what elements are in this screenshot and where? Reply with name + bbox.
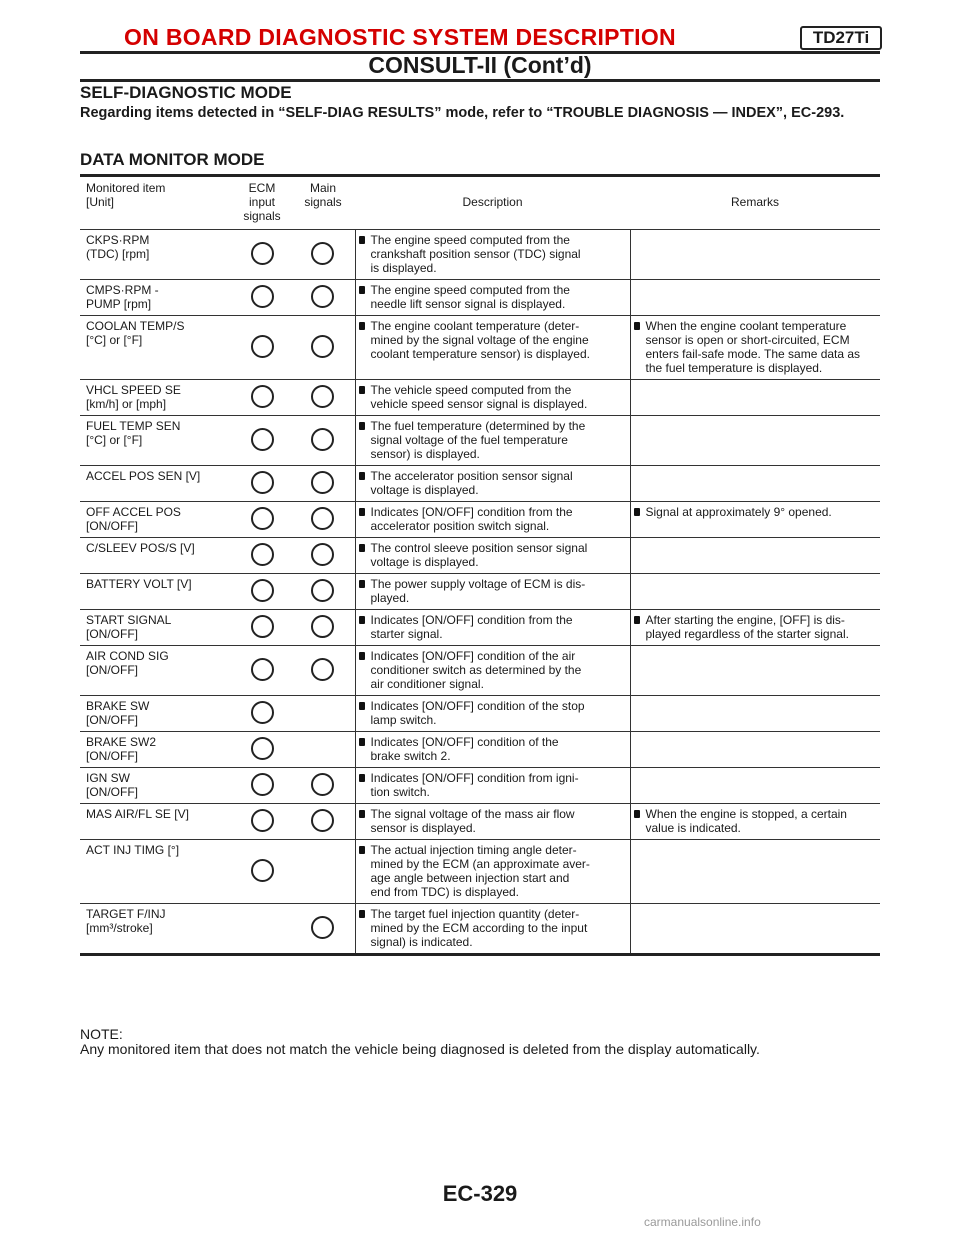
description-cell (355, 280, 630, 316)
bullet-icon (359, 508, 365, 516)
remarks-cell (630, 904, 880, 955)
ecm-signal-cell (233, 538, 291, 574)
circle-mark-icon (251, 428, 274, 451)
circle-mark-icon (251, 471, 274, 494)
bullet-item (359, 613, 627, 641)
col-header-main (291, 176, 355, 230)
page-number: EC-329 (442, 1181, 518, 1206)
table-row (80, 380, 880, 416)
bullet-line: accelerator position switch signal. (370, 519, 550, 533)
bullet-icon (359, 386, 365, 394)
monitored-item-cell (80, 466, 233, 502)
bullet-item (359, 469, 627, 497)
page-subtitle: CONSULT-II (Cont’d) (368, 52, 592, 78)
ecm-signal-cell (233, 466, 291, 502)
bullet-line: The fuel temperature (determined by the (370, 419, 586, 433)
remarks-cell (630, 768, 880, 804)
note-block (80, 1027, 900, 1057)
remarks-cell (630, 646, 880, 696)
ecm-signal-cell (233, 502, 291, 538)
ecm-signal-cell (233, 696, 291, 732)
bullet-line: air conditioner signal. (370, 677, 484, 691)
watermark: carmanualsonline.info (644, 1215, 761, 1229)
circle-mark-icon (311, 773, 334, 796)
remarks-cell (630, 280, 880, 316)
table-row (80, 768, 880, 804)
remarks-cell (630, 610, 880, 646)
bullet-line: mined by the ECM according to the input (370, 921, 588, 935)
bullet-line: Indicates [ON/OFF] condition of the air (370, 649, 576, 663)
bullet-line: When the engine is stopped, a certain (645, 807, 847, 821)
bullet-item (359, 771, 627, 799)
col-header-line: signals (304, 195, 342, 209)
bullet-line: The actual injection timing angle deter- (370, 843, 577, 857)
bullet-item (634, 505, 878, 519)
circle-mark-icon (311, 507, 334, 530)
ecm-signal-cell (233, 380, 291, 416)
monitored-item-line: [ON/OFF] (86, 663, 138, 677)
main-signal-cell (291, 538, 355, 574)
bullet-item (359, 383, 627, 411)
bullet-line: signal voltage of the fuel temperature (370, 433, 568, 447)
monitored-item-cell (80, 840, 233, 904)
bullet-line: crankshaft position sensor (TDC) signal (370, 247, 581, 261)
remarks-cell (630, 466, 880, 502)
monitored-item-line: [km/h] or [mph] (86, 397, 167, 411)
col-header-remarks: Remarks (730, 195, 779, 209)
circle-mark-icon (311, 916, 334, 939)
circle-mark-icon (251, 543, 274, 566)
data-monitor-heading: DATA MONITOR MODE (80, 150, 265, 169)
bullet-icon (359, 322, 365, 330)
table-row (80, 280, 880, 316)
bullet-icon (359, 846, 365, 854)
monitored-item-line: ACCEL POS SEN [V] (86, 469, 201, 483)
main-signal-cell (291, 732, 355, 768)
bullet-line: enters fail-safe mode. The same data as (645, 347, 861, 361)
circle-mark-icon (311, 242, 334, 265)
main-signal-cell (291, 280, 355, 316)
remarks-cell (630, 230, 880, 280)
monitored-item-line: VHCL SPEED SE (86, 383, 181, 397)
col-header-ecm (233, 176, 291, 230)
main-signal-cell (291, 904, 355, 955)
bullet-line: tion switch. (370, 785, 430, 799)
circle-mark-icon (311, 385, 334, 408)
bullet-item (359, 233, 627, 275)
bullet-line: sensor) is displayed. (370, 447, 480, 461)
bullet-item (359, 907, 627, 949)
header-rule-bottom (80, 79, 880, 82)
table-row (80, 696, 880, 732)
circle-mark-icon (311, 471, 334, 494)
description-cell (355, 646, 630, 696)
main-signal-cell (291, 230, 355, 280)
bullet-icon (634, 810, 640, 818)
bullet-line: Indicates [ON/OFF] condition of the stop (370, 699, 585, 713)
ecm-signal-cell (233, 904, 291, 955)
monitored-item-cell (80, 646, 233, 696)
remarks-cell (630, 416, 880, 466)
circle-mark-icon (251, 737, 274, 760)
monitored-item-line: START SIGNAL (86, 613, 172, 627)
monitored-item-cell (80, 768, 233, 804)
table-row (80, 840, 880, 904)
ecm-signal-cell (233, 230, 291, 280)
description-cell (355, 380, 630, 416)
table-row (80, 904, 880, 955)
bullet-icon (359, 774, 365, 782)
monitored-item-cell (80, 280, 233, 316)
remarks-cell (630, 316, 880, 380)
circle-mark-icon (251, 507, 274, 530)
monitored-item-cell (80, 732, 233, 768)
main-signal-cell (291, 840, 355, 904)
bullet-line: Indicates [ON/OFF] condition from igni- (370, 771, 579, 785)
description-cell (355, 840, 630, 904)
monitored-item-line: [mm³/stroke] (86, 921, 153, 935)
bullet-icon (359, 472, 365, 480)
bullet-line: voltage is displayed. (370, 555, 479, 569)
monitored-item-line: BRAKE SW (86, 699, 150, 713)
bullet-item (359, 283, 627, 311)
bullet-icon (359, 738, 365, 746)
bullet-item (359, 505, 627, 533)
bullet-line: played. (370, 591, 410, 605)
model-tag: TD27Ti (800, 26, 882, 50)
monitored-item-cell (80, 610, 233, 646)
bullet-item (359, 577, 627, 605)
monitored-item-cell (80, 904, 233, 955)
bullet-item (359, 541, 627, 569)
bullet-line: conditioner switch as determined by the (370, 663, 582, 677)
self-diag-text: Regarding items detected in “SELF-DIAG RESULTS” mode, refer to “TROUBLE DIAGNOSIS — INDEX”, EC-293. (80, 105, 845, 121)
bullet-icon (359, 422, 365, 430)
table-header-row (80, 176, 880, 230)
col-header-line: signals (243, 209, 281, 223)
bullet-line: is displayed. (370, 261, 437, 275)
main-signal-cell (291, 696, 355, 732)
bullet-item (634, 613, 878, 641)
bullet-line: mined by the signal voltage of the engine (370, 333, 589, 347)
bullet-line: The engine speed computed from the (370, 283, 570, 297)
monitored-item-line: [ON/OFF] (86, 627, 138, 641)
data-monitor-table (80, 174, 880, 956)
remarks-cell (630, 696, 880, 732)
circle-mark-icon (311, 335, 334, 358)
bullet-line: end from TDC) is displayed. (370, 885, 519, 899)
monitored-item-line: [°C] or [°F] (86, 333, 143, 347)
description-cell (355, 768, 630, 804)
monitored-item-cell (80, 804, 233, 840)
circle-mark-icon (311, 428, 334, 451)
monitored-item-line: CMPS·RPM - (86, 283, 159, 297)
bullet-line: played regardless of the starter signal. (645, 627, 849, 641)
ecm-signal-cell (233, 280, 291, 316)
description-cell (355, 538, 630, 574)
bullet-icon (359, 286, 365, 294)
table-row (80, 316, 880, 380)
description-cell (355, 732, 630, 768)
monitored-item-line: OFF ACCEL POS (86, 505, 181, 519)
main-signal-cell (291, 646, 355, 696)
bullet-line: The vehicle speed computed from the (370, 383, 572, 397)
description-cell (355, 610, 630, 646)
description-cell (355, 696, 630, 732)
bullet-item (359, 699, 627, 727)
circle-mark-icon (251, 285, 274, 308)
table-body (80, 230, 880, 955)
bullet-icon (359, 702, 365, 710)
table-row (80, 230, 880, 280)
table-row (80, 466, 880, 502)
circle-mark-icon (251, 385, 274, 408)
bullet-item (359, 843, 627, 899)
bullet-line: The power supply voltage of ECM is dis- (370, 577, 586, 591)
main-signal-cell (291, 768, 355, 804)
col-header-line: Monitored item (86, 181, 166, 195)
bullet-line: The engine speed computed from the (370, 233, 570, 247)
monitored-item-cell (80, 696, 233, 732)
bullet-item (634, 807, 878, 835)
bullet-line: Indicates [ON/OFF] condition from the (370, 613, 573, 627)
bullet-item (359, 807, 627, 835)
bullet-line: age angle between injection start and (370, 871, 570, 885)
monitored-item-line: C/SLEEV POS/S [V] (86, 541, 195, 555)
remarks-cell (630, 502, 880, 538)
col-header-line: [Unit] (86, 195, 115, 209)
remarks-cell (630, 804, 880, 840)
bullet-line: needle lift sensor signal is displayed. (370, 297, 566, 311)
description-cell (355, 416, 630, 466)
remarks-cell (630, 840, 880, 904)
main-signal-cell (291, 502, 355, 538)
circle-mark-icon (251, 658, 274, 681)
note-label: NOTE: (80, 1026, 123, 1042)
circle-mark-icon (311, 579, 334, 602)
description-cell (355, 316, 630, 380)
description-cell (355, 230, 630, 280)
bullet-item (359, 735, 627, 763)
col-header-item (80, 176, 233, 230)
monitored-item-cell (80, 316, 233, 380)
bullet-icon (359, 580, 365, 588)
monitored-item-line: MAS AIR/FL SE [V] (86, 807, 189, 821)
bullet-line: The engine coolant temperature (deter- (370, 319, 580, 333)
monitored-item-line: TARGET F/INJ (86, 907, 166, 921)
monitored-item-line: IGN SW (86, 771, 130, 785)
col-header-line: input (248, 195, 276, 209)
ecm-signal-cell (233, 768, 291, 804)
self-diag-heading: SELF-DIAGNOSTIC MODE (80, 83, 292, 102)
ecm-signal-cell (233, 804, 291, 840)
table-row (80, 732, 880, 768)
monitored-item-line: FUEL TEMP SEN (86, 419, 181, 433)
bullet-line: The accelerator position sensor signal (370, 469, 573, 483)
remarks-cell (630, 380, 880, 416)
ecm-signal-cell (233, 840, 291, 904)
circle-mark-icon (251, 859, 274, 882)
monitored-item-line: COOLAN TEMP/S (86, 319, 185, 333)
main-signal-cell (291, 316, 355, 380)
description-cell (355, 804, 630, 840)
bullet-line: After starting the engine, [OFF] is dis- (645, 613, 845, 627)
circle-mark-icon (251, 773, 274, 796)
table-row (80, 416, 880, 466)
bullet-item (359, 649, 627, 691)
monitored-item-cell (80, 416, 233, 466)
circle-mark-icon (251, 809, 274, 832)
remarks-cell (630, 574, 880, 610)
bullet-icon (359, 616, 365, 624)
monitored-item-cell (80, 230, 233, 280)
table-row (80, 574, 880, 610)
ecm-signal-cell (233, 316, 291, 380)
main-signal-cell (291, 380, 355, 416)
monitored-item-line: BRAKE SW2 (86, 735, 157, 749)
bullet-icon (359, 910, 365, 918)
bullet-line: The signal voltage of the mass air flow (370, 807, 575, 821)
monitored-item-line: (TDC) [rpm] (86, 247, 150, 261)
bullet-line: sensor is displayed. (370, 821, 476, 835)
monitored-item-cell (80, 502, 233, 538)
main-signal-cell (291, 466, 355, 502)
circle-mark-icon (251, 701, 274, 724)
bullet-line: The control sleeve position sensor signal (370, 541, 588, 555)
ecm-signal-cell (233, 732, 291, 768)
bullet-line: signal) is indicated. (370, 935, 473, 949)
bullet-line: mined by the ECM (an approximate aver- (370, 857, 590, 871)
main-signal-cell (291, 574, 355, 610)
bullet-icon (634, 322, 640, 330)
monitored-item-line: [°C] or [°F] (86, 433, 143, 447)
monitored-item-line: [ON/OFF] (86, 713, 138, 727)
bullet-line: value is indicated. (645, 821, 741, 835)
monitored-item-line: [ON/OFF] (86, 519, 138, 533)
ecm-signal-cell (233, 574, 291, 610)
bullet-line: voltage is displayed. (370, 483, 479, 497)
remarks-cell (630, 538, 880, 574)
note-text: Any monitored item that does not match the vehicle being diagnosed is deleted from the display automatically. (80, 1041, 760, 1057)
monitored-item-line: BATTERY VOLT [V] (86, 577, 192, 591)
monitored-item-cell (80, 380, 233, 416)
monitored-item-line: ACT INJ TIMG [°] (86, 843, 180, 857)
bullet-line: the fuel temperature is displayed. (645, 361, 823, 375)
description-cell (355, 904, 630, 955)
circle-mark-icon (251, 579, 274, 602)
bullet-line: brake switch 2. (370, 749, 451, 763)
bullet-item (359, 419, 627, 461)
monitored-item-line: CKPS·RPM (86, 233, 150, 247)
col-header-description: Description (462, 195, 523, 209)
bullet-line: lamp switch. (370, 713, 437, 727)
bullet-line: vehicle speed sensor signal is displayed. (370, 397, 588, 411)
circle-mark-icon (251, 335, 274, 358)
bullet-line: Signal at approximately 9° opened. (645, 505, 832, 519)
ecm-signal-cell (233, 610, 291, 646)
bullet-line: The target fuel injection quantity (deter- (370, 907, 580, 921)
table-row (80, 538, 880, 574)
ecm-signal-cell (233, 416, 291, 466)
monitored-item-cell (80, 538, 233, 574)
table-row (80, 610, 880, 646)
bullet-line: sensor is open or short-circuited, ECM (645, 333, 850, 347)
description-cell (355, 574, 630, 610)
circle-mark-icon (311, 615, 334, 638)
col-header-line: ECM (248, 181, 276, 195)
main-signal-cell (291, 804, 355, 840)
table-row (80, 502, 880, 538)
description-cell (355, 502, 630, 538)
remarks-cell (630, 732, 880, 768)
circle-mark-icon (251, 242, 274, 265)
monitored-item-line: PUMP [rpm] (86, 297, 152, 311)
circle-mark-icon (311, 658, 334, 681)
bullet-icon (359, 652, 365, 660)
bullet-item (634, 319, 878, 375)
bullet-line: Indicates [ON/OFF] condition from the (370, 505, 573, 519)
bullet-line: When the engine coolant temperature (645, 319, 847, 333)
main-signal-cell (291, 610, 355, 646)
monitored-item-cell (80, 574, 233, 610)
bullet-icon (359, 236, 365, 244)
circle-mark-icon (311, 809, 334, 832)
bullet-icon (634, 508, 640, 516)
bullet-icon (634, 616, 640, 624)
page-header-title: ON BOARD DIAGNOSTIC SYSTEM DESCRIPTION (124, 24, 676, 50)
table-row (80, 646, 880, 696)
main-signal-cell (291, 416, 355, 466)
description-cell (355, 466, 630, 502)
bullet-line: starter signal. (370, 627, 443, 641)
table-row (80, 804, 880, 840)
circle-mark-icon (251, 615, 274, 638)
monitored-item-line: AIR COND SIG (86, 649, 169, 663)
monitored-item-line: [ON/OFF] (86, 785, 138, 799)
bullet-line: Indicates [ON/OFF] condition of the (370, 735, 559, 749)
ecm-signal-cell (233, 646, 291, 696)
monitored-item-line: [ON/OFF] (86, 749, 138, 763)
bullet-icon (359, 544, 365, 552)
bullet-line: coolant temperature sensor) is displayed. (370, 347, 590, 361)
bullet-icon (359, 810, 365, 818)
circle-mark-icon (311, 285, 334, 308)
bullet-item (359, 319, 627, 361)
circle-mark-icon (311, 543, 334, 566)
col-header-line: Main (309, 181, 336, 195)
